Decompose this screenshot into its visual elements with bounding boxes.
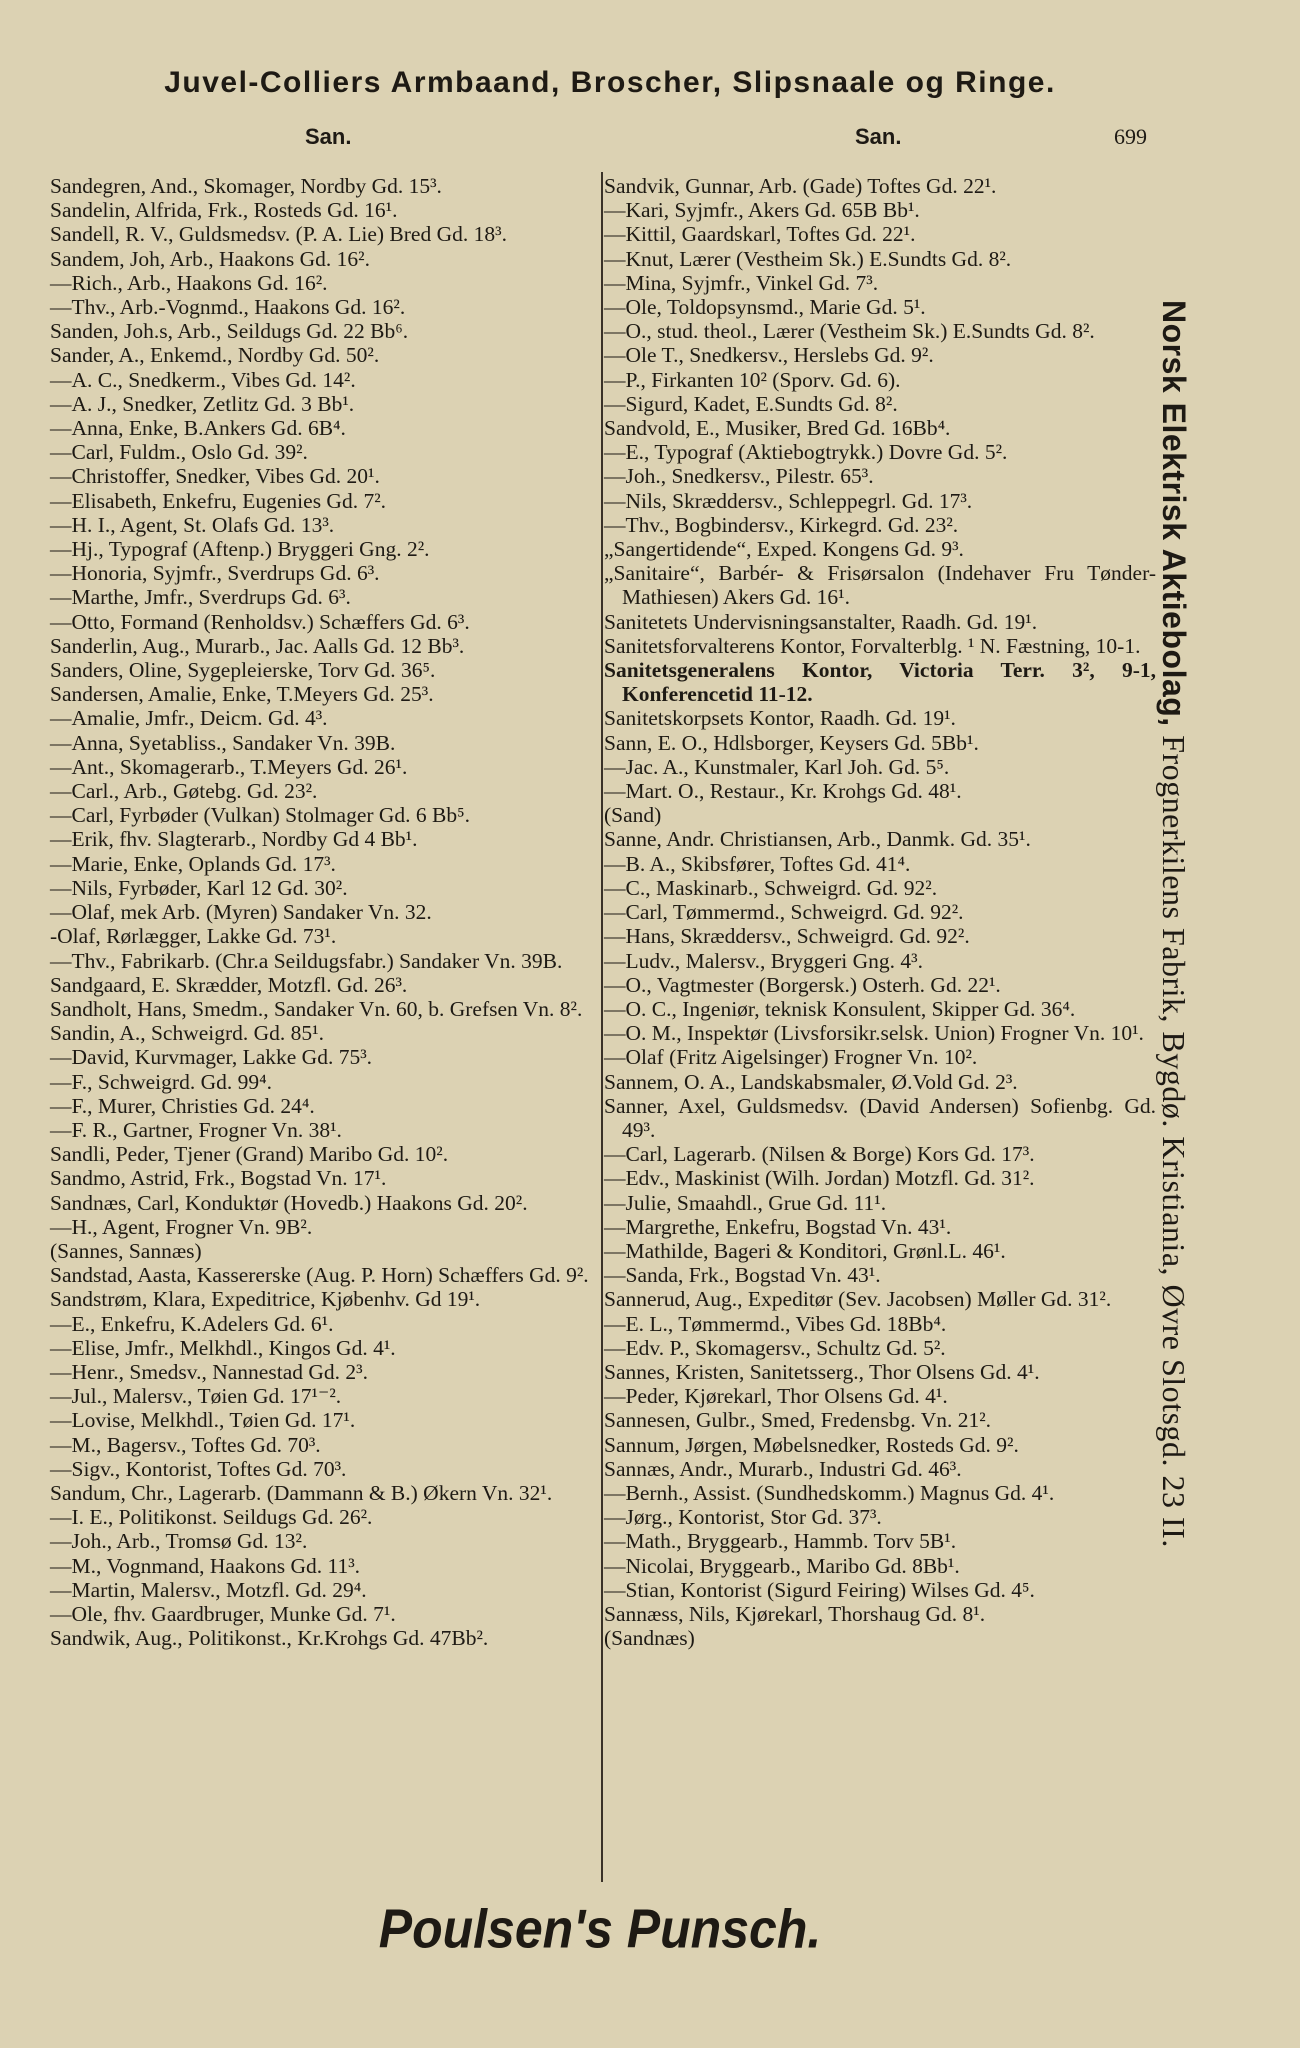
directory-entry: -Olaf, Rørlægger, Lakke Gd. 73¹. <box>50 924 337 949</box>
directory-entry: —Elisabeth, Enkefru, Eugenies Gd. 7². <box>50 488 387 513</box>
directory-entry: —H., Agent, Frogner Vn. 9B². <box>50 1214 313 1239</box>
directory-entry: —Edv., Maskinist (Wilh. Jordan) Motzfl. Gd. 31². <box>604 1166 1035 1191</box>
directory-entry: —E., Enkefru, K.Adelers Gd. 6¹. <box>50 1311 334 1336</box>
directory-entry: —Carl, Fuldm., Oslo Gd. 39². <box>50 440 308 465</box>
directory-entry: —Rich., Arb., Haakons Gd. 16². <box>50 270 328 295</box>
directory-entry: (Sand) <box>604 803 662 828</box>
left-column <box>50 174 602 1650</box>
directory-entry: —Ole T., Snedkersv., Herslebs Gd. 9². <box>604 343 934 368</box>
directory-entry: Sannerud, Aug., Expeditør (Sev. Jacobsen) Møller Gd. 31². <box>604 1287 1112 1312</box>
directory-entry: —Mathilde, Bageri & Konditori, Grønl.L. 46¹. <box>604 1238 1006 1263</box>
directory-entry: „Sangertidende“, Exped. Kongens Gd. 9³. <box>604 537 964 562</box>
directory-entry: —E., Typograf (Aktiebogtrykk.) Dovre Gd. 5². <box>604 440 1008 465</box>
directory-entry: —M., Vognmand, Haakons Gd. 11³. <box>50 1553 361 1578</box>
page-number: 699 <box>1114 124 1147 149</box>
top-advertisement-banner: Juvel-Colliers Armbaand, Broscher, Slipsnaale og Ringe. <box>164 66 1056 99</box>
directory-entry: —O. C., Ingeniør, teknisk Konsulent, Skipper Gd. 36⁴. <box>604 996 1076 1021</box>
directory-entry: —Lovise, Melkhdl., Tøien Gd. 17¹. <box>50 1408 356 1433</box>
directory-entry: —Ole, Toldopsynsmd., Marie Gd. 5¹. <box>604 295 926 320</box>
directory-entry: —Kittil, Gaardskarl, Toftes Gd. 22¹. <box>604 222 916 247</box>
directory-entry: —F. R., Gartner, Frogner Vn. 38¹. <box>50 1117 342 1142</box>
side-ad-address: Frognerkilens Fabrik, Bygdø. Kristiania, Øvre Slotsgd. 23 II. <box>1156 726 1192 1548</box>
directory-entry: Sandersen, Amalie, Enke, T.Meyers Gd. 25³. <box>50 682 434 707</box>
directory-entry: —Nicolai, Bryggearb., Maribo Gd. 8Bb¹. <box>604 1553 960 1578</box>
directory-entry: Sandvik, Gunnar, Arb. (Gade) Toftes Gd. 22¹. <box>604 174 997 198</box>
directory-entry: —E. L., Tømmermd., Vibes Gd. 18Bb⁴. <box>604 1311 947 1336</box>
column-divider <box>601 172 603 1882</box>
directory-entry: —Elise, Jmfr., Melkhdl., Kingos Gd. 4¹. <box>50 1335 396 1360</box>
directory-entry: Sandnæs, Carl, Konduktør (Hovedb.) Haakons Gd. 20². <box>50 1190 528 1215</box>
directory-entry: Sanitetskorpsets Kontor, Raadh. Gd. 19¹. <box>604 706 956 731</box>
directory-entry: —Sigv., Kontorist, Toftes Gd. 70³. <box>50 1456 347 1481</box>
directory-entry: —Carl, Fyrbøder (Vulkan) Stolmager Gd. 6 Bb⁵. <box>50 803 471 828</box>
directory-entry: —F., Murer, Christies Gd. 24⁴. <box>50 1093 315 1118</box>
directory-entry: —Nils, Skræddersv., Schleppegrl. Gd. 17³. <box>604 488 973 513</box>
directory-entry: —Carl., Arb., Gøtebg. Gd. 23². <box>50 779 318 804</box>
directory-entry: Sandgaard, E. Skrædder, Motzfl. Gd. 26³. <box>50 972 408 997</box>
directory-entry: —M., Bagersv., Toftes Gd. 70³. <box>50 1432 321 1457</box>
bottom-advertisement: Poulsen's Punsch. <box>378 1898 822 1960</box>
running-head-left: San. <box>305 124 352 149</box>
directory-entry: —Joh., Arb., Tromsø Gd. 13². <box>50 1529 308 1554</box>
directory-entry: Sanitetsforvalterens Kontor, Forvalterblg. ¹ N. Fæstning, 10-1. <box>604 633 1141 658</box>
directory-entry: —Erik, fhv. Slagterarb., Nordby Gd 4 Bb¹. <box>50 827 418 852</box>
directory-entry: —Joh., Snedkersv., Pilestr. 65³. <box>604 464 874 489</box>
directory-entry: —O., Vagtmester (Borgersk.) Osterh. Gd. 22¹. <box>604 972 1001 997</box>
directory-entry: Sander, A., Enkemd., Nordby Gd. 50². <box>50 343 380 368</box>
directory-entry: Sandem, Joh, Arb., Haakons Gd. 16². <box>50 246 370 271</box>
running-head-right: San. <box>855 124 902 149</box>
directory-entry: —Marthe, Jmfr., Sverdrups Gd. 6³. <box>50 585 351 610</box>
directory-entry: —Math., Bryggearb., Hammb. Torv 5B¹. <box>604 1529 957 1554</box>
directory-entry: —Ant., Skomagerarb., T.Meyers Gd. 26¹. <box>50 754 408 779</box>
directory-entry: —Julie, Smaahdl., Grue Gd. 11¹. <box>604 1190 887 1215</box>
directory-entry: Sannæss, Nils, Kjørekarl, Thorshaug Gd. 8¹. <box>604 1601 986 1626</box>
directory-entry: —Mina, Syjmfr., Vinkel Gd. 7³. <box>604 270 879 295</box>
side-advertisement <box>1156 300 1192 2000</box>
directory-entry: Sandvold, E., Musiker, Bred Gd. 16Bb⁴. <box>604 416 951 441</box>
directory-entry: —Ole, fhv. Gaardbruger, Munke Gd. 7¹. <box>50 1601 396 1626</box>
directory-entry: —Sanda, Frk., Bogstad Vn. 43¹. <box>604 1263 881 1288</box>
directory-entry: Sandholt, Hans, Smedm., Sandaker Vn. 60, b. Grefsen Vn. 8². <box>50 996 583 1021</box>
directory-entry: —Knut, Lærer (Vestheim Sk.) E.Sundts Gd. 8². <box>604 246 1012 271</box>
directory-entry: —C., Maskinarb., Schweigrd. Gd. 92². <box>604 875 938 900</box>
directory-entry: Sanden, Joh.s, Arb., Seildugs Gd. 22 Bb⁶. <box>50 319 409 344</box>
directory-entry: —Jul., Malersv., Tøien Gd. 17¹⁻². <box>50 1384 342 1409</box>
directory-entry: —Carl, Lagerarb. (Nilsen & Borge) Kors Gd. 17³. <box>604 1142 1035 1167</box>
directory-entry: Sandin, A., Schweigrd. Gd. 85¹. <box>50 1021 324 1046</box>
directory-entry: —Olaf (Fritz Aigelsinger) Frogner Vn. 10². <box>604 1045 978 1070</box>
directory-entry: —Anna, Syetabliss., Sandaker Vn. 39B. <box>50 730 396 755</box>
directory-entry: Sann, E. O., Hdlsborger, Keysers Gd. 5Bb¹. <box>604 730 979 755</box>
directory-entry: —O., stud. theol., Lærer (Vestheim Sk.) E.Sundts Gd. 8². <box>604 319 1095 344</box>
directory-entry: —Olaf, mek Arb. (Myren) Sandaker Vn. 32. <box>50 900 432 925</box>
directory-entry: Sandell, R. V., Guldsmedsv. (P. A. Lie) Bred Gd. 18³. <box>50 222 507 247</box>
directory-entry: Sandli, Peder, Tjener (Grand) Maribo Gd. 10². <box>50 1142 449 1167</box>
directory-entry: Sandelin, Alfrida, Frk., Rosteds Gd. 16¹. <box>50 198 398 223</box>
directory-entry: Sandum, Chr., Lagerarb. (Dammann & B.) Økern Vn. 32¹. <box>50 1480 553 1505</box>
directory-entry: Sannesen, Gulbr., Smed, Fredensbg. Vn. 21². <box>604 1408 992 1433</box>
directory-entry: „Sanitaire“, Barbér- & Frisørsalon (Indehaver Fru Tønder-Mathiesen) Akers Gd. 16¹. <box>604 561 1156 610</box>
directory-entry: —Jørg., Kontorist, Stor Gd. 37³. <box>604 1505 882 1530</box>
directory-entry: —Margrethe, Enkefru, Bogstad Vn. 43¹. <box>604 1214 952 1239</box>
directory-entry: —Edv. P., Skomagersv., Schultz Gd. 5². <box>604 1335 946 1360</box>
directory-entry: Sanders, Oline, Sygepleierske, Torv Gd. 36⁵. <box>50 658 436 683</box>
directory-entry: Sanner, Axel, Guldsmedsv. (David Andersen) Sofienbg. Gd. 49³. <box>604 1093 1156 1142</box>
directory-entry: —Otto, Formand (Renholdsv.) Schæffers Gd. 6³. <box>50 609 470 634</box>
directory-entry: —Carl, Tømmermd., Schweigrd. Gd. 92². <box>604 900 964 925</box>
directory-entry: —David, Kurvmager, Lakke Gd. 75³. <box>50 1045 373 1070</box>
directory-entry: —Stian, Kontorist (Sigurd Feiring) Wilses Gd. 4⁵. <box>604 1577 1035 1602</box>
directory-entry: —P., Firkanten 10² (Sporv. Gd. 6). <box>604 367 901 392</box>
directory-entry: Sandstrøm, Klara, Expeditrice, Kjøbenhv. Gd 19¹. <box>50 1287 481 1312</box>
side-advertisement-text <box>1155 300 1192 1548</box>
directory-entry: —Mart. O., Restaur., Kr. Krohgs Gd. 48¹. <box>604 779 962 804</box>
directory-entry: —Kari, Syjmfr., Akers Gd. 65B Bb¹. <box>604 198 920 223</box>
directory-entry: Sannæs, Andr., Murarb., Industri Gd. 46³. <box>604 1456 962 1481</box>
directory-entry: —Martin, Malersv., Motzfl. Gd. 29⁴. <box>50 1577 367 1602</box>
directory-entry: —Peder, Kjørekarl, Thor Olsens Gd. 4¹. <box>604 1384 948 1409</box>
directory-entry: —A. J., Snedker, Zetlitz Gd. 3 Bb¹. <box>50 391 355 416</box>
directory-entry: —Hj., Typograf (Aftenp.) Bryggeri Gng. 2². <box>50 537 430 562</box>
directory-entry: Sanitetsgeneralens Kontor, Victoria Terr. 3², 9-1, Konferencetid 11-12. <box>604 658 1156 707</box>
directory-entry: Sannem, O. A., Landskabsmaler, Ø.Vold Gd. 2³. <box>604 1069 1018 1094</box>
directory-entry: —Honoria, Syjmfr., Sverdrups Gd. 6³. <box>50 561 380 586</box>
directory-entry: —Anna, Enke, B.Ankers Gd. 6B⁴. <box>50 416 346 441</box>
side-ad-company: Norsk Elektrisk Aktiebolag, <box>1156 300 1192 727</box>
directory-entry: Sanne, Andr. Christiansen, Arb., Danmk. Gd. 35¹. <box>604 827 1031 852</box>
directory-entry: Sandstad, Aasta, Kassererske (Aug. P. Horn) Schæffers Gd. 9². <box>50 1263 589 1288</box>
directory-entry: —Bernh., Assist. (Sundhedskomm.) Magnus Gd. 4¹. <box>604 1480 1055 1505</box>
directory-entry: (Sannes, Sannæs) <box>50 1238 202 1263</box>
directory-entry: —Amalie, Jmfr., Deicm. Gd. 4³. <box>50 706 328 731</box>
directory-entry: —Hans, Skræddersv., Schweigrd. Gd. 92². <box>604 924 970 949</box>
directory-entry: —Nils, Fyrbøder, Karl 12 Gd. 30². <box>50 875 348 900</box>
right-column <box>604 174 1156 1650</box>
directory-entry: —O. M., Inspektør (Livsforsikr.selsk. Union) Frogner Vn. 10¹. <box>604 1021 1144 1046</box>
directory-entry: —Thv., Arb.-Vognmd., Haakons Gd. 16². <box>50 295 406 320</box>
directory-entry: Sannum, Jørgen, Møbelsnedker, Rosteds Gd. 9². <box>604 1432 1019 1457</box>
directory-entry: —I. E., Politikonst. Seildugs Gd. 26². <box>50 1505 373 1530</box>
directory-entry: Sandegren, And., Skomager, Nordby Gd. 15³. <box>50 174 442 198</box>
directory-entry: —Jac. A., Kunstmaler, Karl Joh. Gd. 5⁵. <box>604 754 950 779</box>
directory-entry: —Thv., Fabrikarb. (Chr.a Seildugsfabr.) Sandaker Vn. 39B. <box>50 948 563 973</box>
directory-entry: —B. A., Skibsfører, Toftes Gd. 41⁴. <box>604 851 911 876</box>
directory-entry: Sannes, Kristen, Sanitetsserg., Thor Olsens Gd. 4¹. <box>604 1359 1040 1384</box>
directory-entry: —Christoffer, Snedker, Vibes Gd. 20¹. <box>50 464 380 489</box>
directory-entry: (Sandnæs) <box>604 1626 695 1651</box>
directory-entry: —H. I., Agent, St. Olafs Gd. 13³. <box>50 512 335 537</box>
directory-entry: Sandwik, Aug., Politikonst., Kr.Krohgs Gd. 47Bb². <box>50 1626 489 1651</box>
directory-entry: —Thv., Bogbindersv., Kirkegrd. Gd. 23². <box>604 512 959 537</box>
directory-entry: —Sigurd, Kadet, E.Sundts Gd. 8². <box>604 391 898 416</box>
directory-entry: Sandmo, Astrid, Frk., Bogstad Vn. 17¹. <box>50 1166 387 1191</box>
directory-entry: Sanderlin, Aug., Murarb., Jac. Aalls Gd. 12 Bb³. <box>50 633 465 658</box>
directory-entry: —F., Schweigrd. Gd. 99⁴. <box>50 1069 272 1094</box>
directory-entry: —Henr., Smedsv., Nannestad Gd. 2³. <box>50 1359 368 1384</box>
directory-entry: Sanitetets Undervisningsanstalter, Raadh. Gd. 19¹. <box>604 609 1038 634</box>
directory-entry: —Ludv., Malersv., Bryggeri Gng. 4³. <box>604 948 923 973</box>
directory-entry: —A. C., Snedkerm., Vibes Gd. 14². <box>50 367 356 392</box>
directory-entry: —Marie, Enke, Oplands Gd. 17³. <box>50 851 336 876</box>
